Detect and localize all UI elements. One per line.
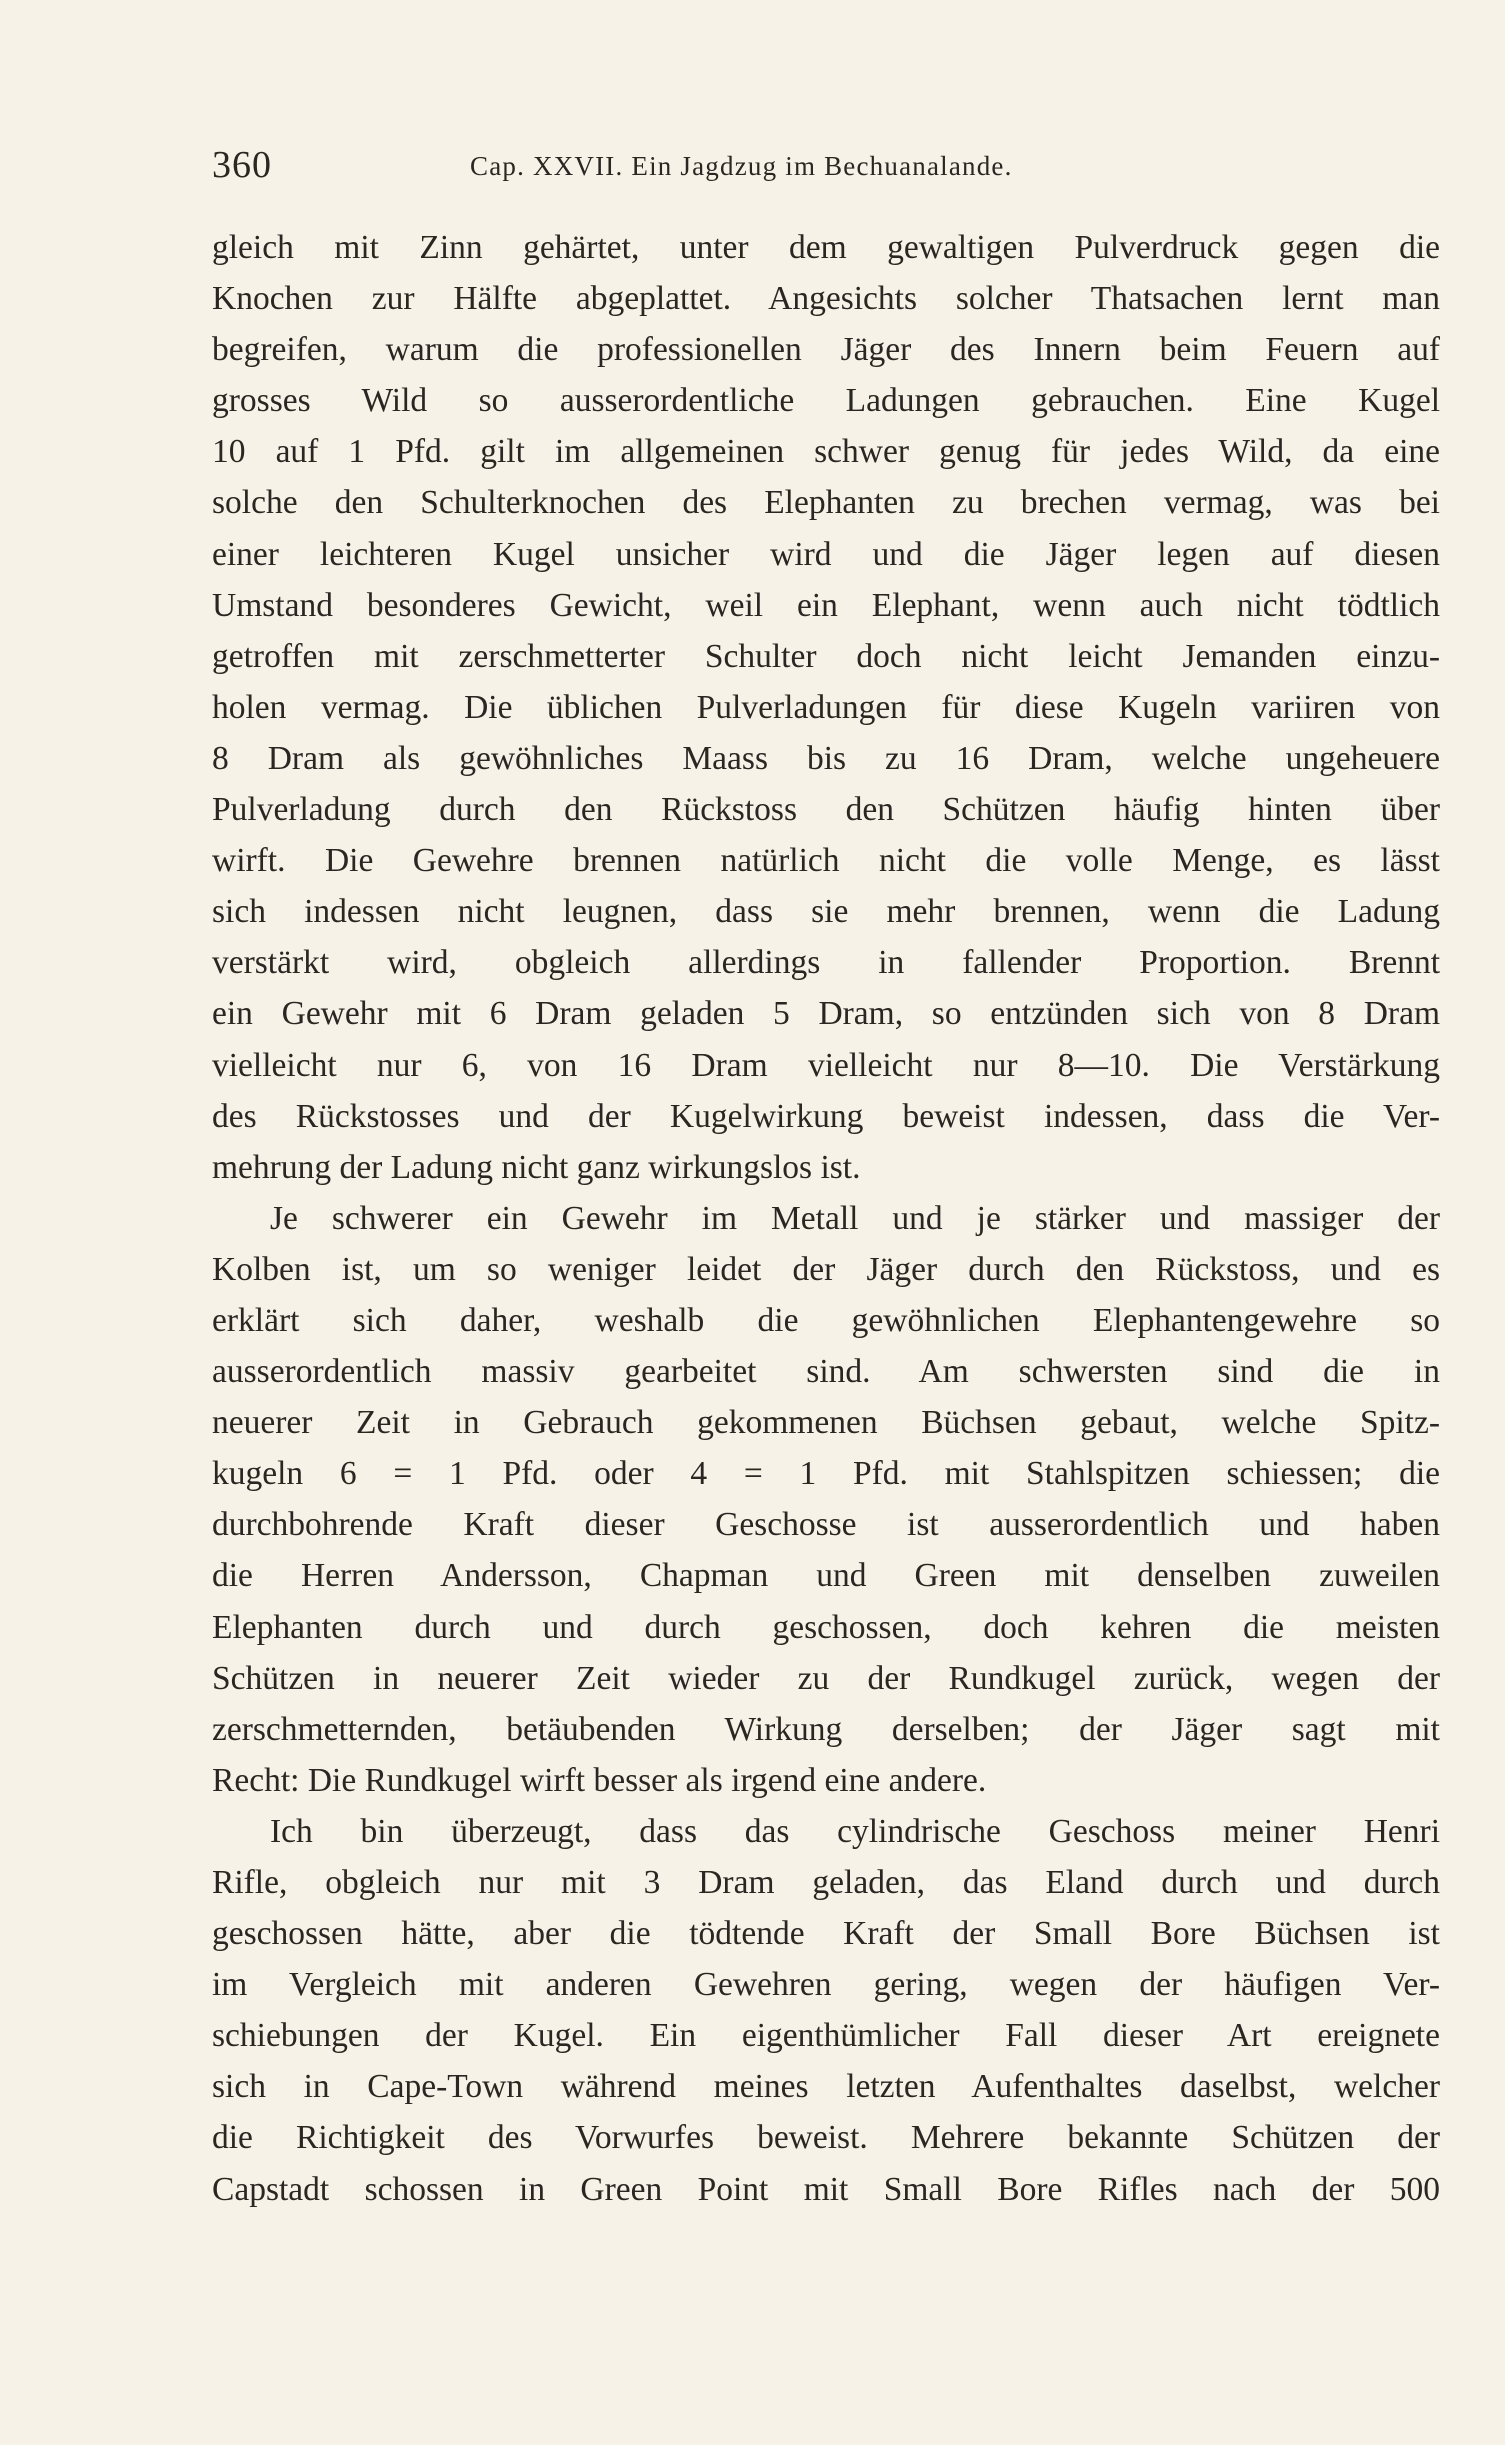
text-line: neuerer Zeit in Gebrauch gekommenen Büchsen gebaut, welche Spitz- xyxy=(212,1404,1440,1442)
text-line: Knochen zur Hälfte abgeplattet. Angesichts solcher Thatsachen lernt man xyxy=(212,280,1440,318)
text-line: die Richtigkeit des Vorwurfes beweist. Mehrere bekannte Schützen der xyxy=(212,2119,1440,2157)
text-line: begreifen, warum die professionellen Jäger des Innern beim Feuern auf xyxy=(212,331,1440,369)
text-line: sich in Cape-Town während meines letzten Aufenthaltes daselbst, welcher xyxy=(212,2068,1440,2106)
running-title: Cap. XXVII. Ein Jagdzug im Bechuanalande. xyxy=(470,151,1013,181)
text-line: einer leichteren Kugel unsicher wird und die Jäger legen auf diesen xyxy=(212,535,1440,573)
text-line: die Herren Andersson, Chapman und Green mit denselben zuweilen xyxy=(212,1557,1440,1595)
text-line: Ich bin überzeugt, dass das cylindrische Geschoss meiner Henri xyxy=(270,1812,1440,1850)
text-line: geschossen hätte, aber die tödtende Kraft der Small Bore Büchsen ist xyxy=(212,1915,1440,1953)
text-line: durchbohrende Kraft dieser Geschosse ist ausserordentlich und haben xyxy=(212,1506,1440,1544)
text-line: kugeln 6 = 1 Pfd. oder 4 = 1 Pfd. mit Stahlspitzen schiessen; die xyxy=(212,1455,1440,1493)
text-line: Capstadt schossen in Green Point mit Small Bore Rifles nach der 500 xyxy=(212,2170,1440,2208)
text-line: Umstand besonderes Gewicht, weil ein Elephant, wenn auch nicht tödtlich xyxy=(212,586,1440,624)
text-line: Je schwerer ein Gewehr im Metall und je stärker und massiger der xyxy=(270,1199,1440,1237)
text-line: vielleicht nur 6, von 16 Dram vielleicht nur 8—10. Die Verstärkung xyxy=(212,1046,1440,1084)
text-line: solche den Schulterknochen des Elephanten zu brechen vermag, was bei xyxy=(212,484,1440,522)
text-line: holen vermag. Die üblichen Pulverladungen für diese Kugeln variiren von xyxy=(212,688,1440,726)
text-line: verstärkt wird, obgleich allerdings in fallender Proportion. Brennt xyxy=(212,944,1440,982)
page-number: 360 xyxy=(212,144,272,186)
text-line: Recht: Die Rundkugel wirft besser als irgend eine andere. xyxy=(212,1761,987,1799)
text-line: wirft. Die Gewehre brennen natürlich nicht die volle Menge, es lässt xyxy=(212,842,1440,880)
text-line: getroffen mit zerschmetterter Schulter doch nicht leicht Jemanden einzu- xyxy=(212,637,1440,675)
text-line: Elephanten durch und durch geschossen, doch kehren die meisten xyxy=(212,1608,1440,1646)
running-head xyxy=(212,140,1442,190)
text-line: 8 Dram als gewöhnliches Maass bis zu 16 Dram, welche ungeheuere xyxy=(212,739,1440,777)
text-line: ein Gewehr mit 6 Dram geladen 5 Dram, so entzünden sich von 8 Dram xyxy=(212,995,1440,1033)
text-line: Pulverladung durch den Rückstoss den Schützen häufig hinten über xyxy=(212,791,1440,829)
text-line: Rifle, obgleich nur mit 3 Dram geladen, das Eland durch und durch xyxy=(212,1864,1440,1901)
text-line: Schützen in neuerer Zeit wieder zu der Rundkugel zurück, wegen der xyxy=(212,1659,1440,1697)
text-line: mehrung der Ladung nicht ganz wirkungslos ist. xyxy=(212,1148,861,1186)
text-line: 10 auf 1 Pfd. gilt im allgemeinen schwer genug für jedes Wild, da eine xyxy=(212,433,1440,471)
text-line: sich indessen nicht leugnen, dass sie mehr brennen, wenn die Ladung xyxy=(212,893,1440,931)
text-line: grosses Wild so ausserordentliche Ladungen gebrauchen. Eine Kugel xyxy=(212,382,1440,420)
body-text xyxy=(212,222,1440,2215)
text-line: erklärt sich daher, weshalb die gewöhnlichen Elephantengewehre so xyxy=(212,1301,1440,1339)
text-line: schiebungen der Kugel. Ein eigenthümlicher Fall dieser Art ereignete xyxy=(212,2017,1440,2055)
text-line: zerschmetternden, betäubenden Wirkung derselben; der Jäger sagt mit xyxy=(212,1710,1440,1748)
text-line: Kolben ist, um so weniger leidet der Jäger durch den Rückstoss, und es xyxy=(212,1250,1440,1288)
text-line: des Rückstosses und der Kugelwirkung beweist indessen, dass die Ver- xyxy=(212,1097,1440,1135)
text-line: ausserordentlich massiv gearbeitet sind. Am schwersten sind die in xyxy=(212,1353,1440,1391)
text-line: gleich mit Zinn gehärtet, unter dem gewaltigen Pulverdruck gegen die xyxy=(212,229,1440,266)
text-line: im Vergleich mit anderen Gewehren gering, wegen der häufigen Ver- xyxy=(212,1966,1440,2004)
